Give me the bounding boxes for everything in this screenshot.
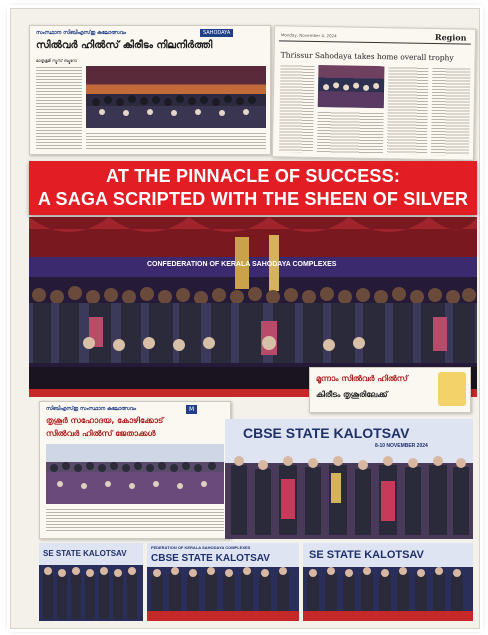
clip-headline-line-2: കിരീടം തൃശൂരിലേക്ക് [316, 390, 388, 399]
headline-banner [29, 161, 477, 215]
clip-headline-line-1: മൂന്നാം സിൽവർ ഹിൽസ് [316, 374, 408, 383]
section-label: Region [434, 32, 467, 43]
stage-sign-federation: FEDERATION OF KERALA SAHODAYA COMPLEXES [151, 545, 251, 550]
photo-caption-text [317, 111, 384, 154]
stage-sign-kalotsav: CBSE STATE KALOTSAV [243, 425, 410, 441]
clip-kicker: സംസ്ഥാന സിബിഎസ്ഇ കലോത്സവം [36, 30, 127, 36]
bottom-photo-2 [147, 543, 299, 621]
stage-sign-partial: SE STATE KALOTSAV [309, 549, 424, 561]
crowd-silhouette [46, 444, 224, 504]
group-photo [86, 66, 266, 128]
clip-headline: Thrissur Sahodaya takes home overall trophy [280, 50, 454, 63]
newspaper-clip-english-top [272, 25, 476, 161]
stage-sign-kalotsav: CBSE STATE KALOTSAV [151, 553, 270, 564]
clip-byline: മാതൃഭൂമി ന്യൂസ് ബ്യൂറോ [36, 58, 77, 63]
collage-frame [10, 8, 480, 629]
stage-sign-date: 8-10 NOVEMBER 2024 [375, 443, 428, 449]
banner-line-1: AT THE PINNACLE OF SUCCESS: [105, 166, 401, 186]
article-body-text [46, 508, 224, 532]
paper-tag: M [186, 405, 197, 414]
award-stage-photo [225, 419, 473, 539]
article-col-1 [279, 64, 315, 153]
paper-tag: SAHODAYA [200, 29, 233, 37]
article-col-3 [431, 67, 471, 156]
article-body-text [36, 66, 82, 150]
stage-sign-partial: SE STATE KALOTSAV [43, 549, 127, 558]
bottom-photo-1 [39, 543, 143, 621]
trophy-photo [318, 65, 385, 108]
photo-caption-text [86, 132, 266, 150]
clip-dateline: Monday, November 4, 2024 [280, 32, 337, 39]
newspaper-clip-malayalam-bottom [39, 401, 231, 539]
stage-sign: CONFEDERATION OF KERALA SAHODAYA COMPLEXES [147, 261, 337, 268]
clip-headline: സിൽവർ ഹിൽസ് കിരീടം നിലനിർത്തി [36, 40, 213, 51]
clip-headline-line-2: സിൽവർ ഹിൽസ് ജേതാക്കൾ [46, 429, 156, 438]
bottom-photo-3 [303, 543, 473, 621]
article-col-2 [387, 66, 429, 155]
clip-kicker: സിബിഎസ്ഇ സംസ്ഥാന കലോത്സവം [46, 406, 137, 412]
group-photo [46, 444, 224, 504]
clip-headline-line-1: തൃശൂർ സഹോദയ, കോഴിക്കോട് [46, 416, 164, 425]
newspaper-clip-malayalam-mid [309, 367, 471, 413]
crowd-silhouette [318, 65, 385, 108]
banner-line-2: A SAGA SCRIPTED WITH THE SHEEN OF SILVER [37, 189, 469, 209]
newspaper-clip-malayalam-top [29, 25, 271, 155]
crowd-silhouette [86, 66, 266, 128]
school-logo [438, 372, 466, 406]
